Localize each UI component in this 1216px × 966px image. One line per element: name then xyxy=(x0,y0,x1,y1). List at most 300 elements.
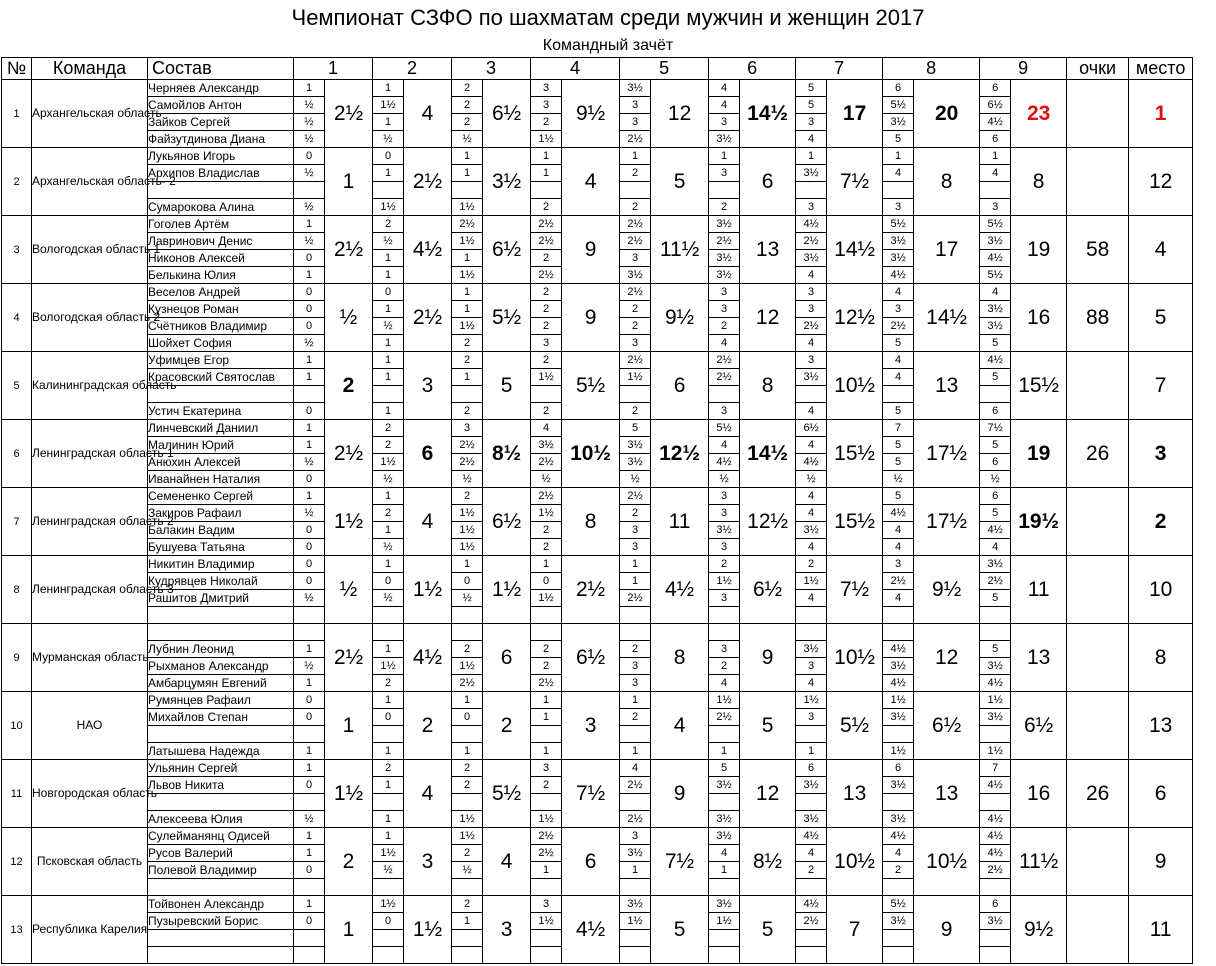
member-cumulative-score xyxy=(620,947,651,964)
member-cumulative-score: 4 xyxy=(980,284,1011,301)
team-row xyxy=(2,760,1193,777)
member-cumulative-score: ½ xyxy=(294,233,325,250)
team-member: Латышева Надежда xyxy=(148,743,294,760)
round-team-total: 3 xyxy=(562,692,620,760)
team-member: Алексеева Юлия xyxy=(148,811,294,828)
member-cumulative-score: 1 xyxy=(452,165,483,182)
team-member xyxy=(148,624,294,641)
member-cumulative-score: 2 xyxy=(531,641,562,658)
member-cumulative-score: 4½ xyxy=(709,454,740,471)
round-team-total: 4½ xyxy=(651,556,709,624)
member-cumulative-score: 4 xyxy=(709,437,740,454)
team-row xyxy=(2,488,1193,505)
member-cumulative-score: 3½ xyxy=(709,811,740,828)
member-cumulative-score: 4 xyxy=(796,488,827,505)
team-name: Новгородская область xyxy=(32,760,148,828)
member-cumulative-score: 1 xyxy=(373,267,404,284)
member-cumulative-score: 0 xyxy=(294,709,325,726)
member-cumulative-score: 2 xyxy=(452,845,483,862)
member-cumulative-score: 3½ xyxy=(980,709,1011,726)
member-cumulative-score xyxy=(796,930,827,947)
member-cumulative-score: 3½ xyxy=(620,437,651,454)
member-cumulative-score: 1½ xyxy=(452,658,483,675)
round-team-total: 2 xyxy=(325,828,373,896)
member-cumulative-score: 4 xyxy=(709,675,740,692)
member-cumulative-score xyxy=(531,947,562,964)
member-cumulative-score: 3½ xyxy=(709,828,740,845)
round-team-total: 5 xyxy=(651,896,709,964)
member-cumulative-score xyxy=(452,726,483,743)
round-team-total: 4½ xyxy=(562,896,620,964)
team-member: Анюхин Алексей xyxy=(148,454,294,471)
team-points xyxy=(1067,896,1129,964)
member-cumulative-score xyxy=(796,624,827,641)
round-team-total: 4 xyxy=(404,760,452,828)
member-cumulative-score: 1 xyxy=(452,284,483,301)
member-cumulative-score: 7 xyxy=(883,420,914,437)
member-cumulative-score: 4 xyxy=(620,760,651,777)
member-cumulative-score: 1½ xyxy=(883,692,914,709)
round-team-total: 19 xyxy=(1011,420,1067,488)
member-cumulative-score xyxy=(980,182,1011,199)
member-cumulative-score: 2½ xyxy=(531,233,562,250)
member-cumulative-score: 1 xyxy=(531,709,562,726)
member-cumulative-score: 1 xyxy=(452,148,483,165)
member-cumulative-score: 1 xyxy=(373,80,404,97)
standings-table xyxy=(1,57,1193,964)
team-member: Семененко Сергей xyxy=(148,488,294,505)
member-cumulative-score: 3½ xyxy=(883,777,914,794)
member-cumulative-score: 1 xyxy=(531,692,562,709)
member-cumulative-score: 2½ xyxy=(620,488,651,505)
member-cumulative-score: 3½ xyxy=(709,522,740,539)
team-points xyxy=(1067,828,1129,896)
member-cumulative-score: 2 xyxy=(709,199,740,216)
member-cumulative-score: 2 xyxy=(373,437,404,454)
team-number: 13 xyxy=(2,896,32,964)
round-team-total: 8 xyxy=(1011,148,1067,216)
member-cumulative-score: 2½ xyxy=(980,573,1011,590)
round-team-total: 11½ xyxy=(651,216,709,284)
member-cumulative-score xyxy=(531,386,562,403)
team-place: 8 xyxy=(1129,624,1193,692)
member-cumulative-score: 2 xyxy=(620,505,651,522)
round-team-total: 13 xyxy=(827,760,883,828)
member-cumulative-score: 3 xyxy=(620,97,651,114)
member-cumulative-score: 1 xyxy=(452,913,483,930)
member-cumulative-score xyxy=(373,879,404,896)
member-cumulative-score: 3 xyxy=(620,675,651,692)
team-member: Белькина Юлия xyxy=(148,267,294,284)
team-member: Михайлов Степан xyxy=(148,709,294,726)
team-member: Лубнин Леонид xyxy=(148,641,294,658)
member-cumulative-score: 1 xyxy=(531,862,562,879)
member-cumulative-score: 5½ xyxy=(980,267,1011,284)
round-team-total: 2½ xyxy=(325,216,373,284)
member-cumulative-score: 5 xyxy=(980,335,1011,352)
member-cumulative-score: 1½ xyxy=(452,199,483,216)
team-member xyxy=(148,607,294,624)
member-cumulative-score: 2½ xyxy=(531,216,562,233)
member-cumulative-score xyxy=(294,930,325,947)
member-cumulative-score: 3 xyxy=(531,80,562,97)
member-cumulative-score: ½ xyxy=(294,811,325,828)
round-team-total: 15½ xyxy=(827,488,883,556)
member-cumulative-score: 3 xyxy=(531,97,562,114)
member-cumulative-score: 1 xyxy=(620,148,651,165)
team-place: 13 xyxy=(1129,692,1193,760)
member-cumulative-score: 1 xyxy=(709,862,740,879)
member-cumulative-score xyxy=(883,726,914,743)
member-cumulative-score: 2 xyxy=(452,97,483,114)
member-cumulative-score: 1 xyxy=(452,692,483,709)
team-member: Пузыревский Борис xyxy=(148,913,294,930)
member-cumulative-score xyxy=(452,386,483,403)
member-cumulative-score: 4 xyxy=(796,590,827,607)
member-cumulative-score: 3 xyxy=(620,335,651,352)
member-cumulative-score xyxy=(373,726,404,743)
round-team-total: 6½ xyxy=(483,80,531,148)
round-team-total: 9 xyxy=(562,216,620,284)
header-roster: Состав xyxy=(148,58,294,80)
member-cumulative-score: ½ xyxy=(294,97,325,114)
member-cumulative-score: 2 xyxy=(620,403,651,420)
member-cumulative-score: 4½ xyxy=(883,828,914,845)
member-cumulative-score: 4½ xyxy=(980,845,1011,862)
member-cumulative-score: 2½ xyxy=(709,369,740,386)
team-member: Сумарокова Алина xyxy=(148,199,294,216)
member-cumulative-score: 0 xyxy=(373,148,404,165)
round-team-total: 16 xyxy=(1011,284,1067,352)
round-team-total: 2 xyxy=(404,692,452,760)
member-cumulative-score: ½ xyxy=(294,114,325,131)
round-team-total: 4½ xyxy=(404,216,452,284)
member-cumulative-score: 1½ xyxy=(373,845,404,862)
member-cumulative-score xyxy=(709,726,740,743)
member-cumulative-score xyxy=(980,607,1011,624)
team-member: Линчевский Даниил xyxy=(148,420,294,437)
team-points: 26 xyxy=(1067,760,1129,828)
round-team-total: 3½ xyxy=(483,148,531,216)
member-cumulative-score: 1 xyxy=(980,148,1011,165)
member-cumulative-score: 3½ xyxy=(620,845,651,862)
team-member: Файзутдинова Диана xyxy=(148,131,294,148)
member-cumulative-score: 1 xyxy=(294,641,325,658)
team-number: 8 xyxy=(2,556,32,624)
team-number: 11 xyxy=(2,760,32,828)
member-cumulative-score: 1 xyxy=(531,165,562,182)
team-member: Гоголев Артём xyxy=(148,216,294,233)
member-cumulative-score: 3½ xyxy=(620,896,651,913)
round-team-total: 6½ xyxy=(562,624,620,692)
member-cumulative-score: 2 xyxy=(709,658,740,675)
member-cumulative-score: 3½ xyxy=(709,131,740,148)
member-cumulative-score xyxy=(980,794,1011,811)
member-cumulative-score: 0 xyxy=(294,318,325,335)
member-cumulative-score xyxy=(373,624,404,641)
member-cumulative-score: 4 xyxy=(531,420,562,437)
team-member: Веселов Андрей xyxy=(148,284,294,301)
round-team-total: 8 xyxy=(562,488,620,556)
member-cumulative-score: 5½ xyxy=(709,420,740,437)
member-cumulative-score: 2 xyxy=(531,658,562,675)
round-team-total: 17 xyxy=(914,216,980,284)
member-cumulative-score: ½ xyxy=(373,539,404,556)
member-cumulative-score: 5 xyxy=(980,505,1011,522)
member-cumulative-score: 5 xyxy=(883,437,914,454)
member-cumulative-score: ½ xyxy=(373,471,404,488)
member-cumulative-score: 1 xyxy=(294,743,325,760)
member-cumulative-score: 2½ xyxy=(452,216,483,233)
member-cumulative-score: 6 xyxy=(796,760,827,777)
sheet-subtitle: Командный зачёт xyxy=(542,37,674,54)
member-cumulative-score xyxy=(373,794,404,811)
member-cumulative-score: 0 xyxy=(294,471,325,488)
team-name: Псковская область xyxy=(32,828,148,896)
round-team-total: 9½ xyxy=(1011,896,1067,964)
member-cumulative-score: 3½ xyxy=(883,913,914,930)
member-cumulative-score: 0 xyxy=(294,250,325,267)
round-team-total: 4 xyxy=(404,488,452,556)
member-cumulative-score: 1 xyxy=(294,216,325,233)
round-team-total: 16 xyxy=(1011,760,1067,828)
member-cumulative-score: 1½ xyxy=(531,369,562,386)
member-cumulative-score: 7 xyxy=(980,760,1011,777)
team-member: Кудрявцев Николай xyxy=(148,573,294,590)
member-cumulative-score: 4 xyxy=(883,284,914,301)
member-cumulative-score: 0 xyxy=(294,301,325,318)
member-cumulative-score xyxy=(531,930,562,947)
member-cumulative-score: ½ xyxy=(980,471,1011,488)
member-cumulative-score: 1 xyxy=(373,335,404,352)
member-cumulative-score: 3½ xyxy=(883,114,914,131)
member-cumulative-score: 1 xyxy=(531,148,562,165)
member-cumulative-score: ½ xyxy=(294,590,325,607)
round-team-total: 6½ xyxy=(483,216,531,284)
team-member: Красовский Святослав xyxy=(148,369,294,386)
round-team-total: 5 xyxy=(740,692,796,760)
member-cumulative-score: 2½ xyxy=(452,675,483,692)
member-cumulative-score: 0 xyxy=(452,573,483,590)
member-cumulative-score: 2 xyxy=(709,318,740,335)
member-cumulative-score: ½ xyxy=(452,590,483,607)
header-round-6: 6 xyxy=(709,58,796,80)
member-cumulative-score xyxy=(373,930,404,947)
team-name: Калининградская область xyxy=(32,352,148,420)
member-cumulative-score: 3 xyxy=(531,760,562,777)
header-round-7: 7 xyxy=(796,58,883,80)
member-cumulative-score: 0 xyxy=(294,539,325,556)
member-cumulative-score: 0 xyxy=(294,556,325,573)
member-cumulative-score: 0 xyxy=(294,777,325,794)
member-cumulative-score: 4 xyxy=(980,165,1011,182)
team-name: НАО xyxy=(32,692,148,760)
member-cumulative-score: 3 xyxy=(796,199,827,216)
member-cumulative-score: 3½ xyxy=(620,80,651,97)
member-cumulative-score xyxy=(980,726,1011,743)
member-cumulative-score: 1½ xyxy=(373,658,404,675)
member-cumulative-score: 1½ xyxy=(531,913,562,930)
member-cumulative-score xyxy=(883,794,914,811)
member-cumulative-score: 3 xyxy=(796,284,827,301)
member-cumulative-score: 4 xyxy=(883,369,914,386)
member-cumulative-score: 2 xyxy=(796,862,827,879)
header-round-8: 8 xyxy=(883,58,980,80)
round-team-total: 2½ xyxy=(325,80,373,148)
round-team-total: 4½ xyxy=(404,624,452,692)
member-cumulative-score: 2½ xyxy=(620,233,651,250)
member-cumulative-score: 1½ xyxy=(531,811,562,828)
round-team-total: 12½ xyxy=(651,420,709,488)
round-team-total: 6½ xyxy=(740,556,796,624)
team-name: Вологодская область 1 xyxy=(32,216,148,284)
header-num: № xyxy=(2,58,32,80)
round-team-total: 2½ xyxy=(325,624,373,692)
team-points xyxy=(1067,80,1129,148)
member-cumulative-score: 0 xyxy=(294,403,325,420)
team-member: Бушуева Татьяна xyxy=(148,539,294,556)
member-cumulative-score: 2 xyxy=(620,165,651,182)
member-cumulative-score: 2½ xyxy=(980,862,1011,879)
member-cumulative-score: 4½ xyxy=(796,828,827,845)
round-team-total: 8½ xyxy=(483,420,531,488)
member-cumulative-score: 6 xyxy=(980,454,1011,471)
member-cumulative-score: 5½ xyxy=(883,896,914,913)
member-cumulative-score: 5 xyxy=(883,403,914,420)
member-cumulative-score: 2½ xyxy=(620,352,651,369)
member-cumulative-score: 3 xyxy=(709,165,740,182)
round-team-total: 23 xyxy=(1011,80,1067,148)
team-place: 6 xyxy=(1129,760,1193,828)
member-cumulative-score: 3½ xyxy=(620,454,651,471)
member-cumulative-score: 1½ xyxy=(452,505,483,522)
member-cumulative-score: 2 xyxy=(452,641,483,658)
member-cumulative-score: 2½ xyxy=(709,709,740,726)
member-cumulative-score: 4 xyxy=(796,131,827,148)
member-cumulative-score: 1 xyxy=(531,556,562,573)
round-team-total: 13 xyxy=(914,760,980,828)
member-cumulative-score xyxy=(796,182,827,199)
member-cumulative-score xyxy=(294,624,325,641)
member-cumulative-score: ½ xyxy=(531,471,562,488)
member-cumulative-score: 1 xyxy=(620,862,651,879)
member-cumulative-score xyxy=(373,386,404,403)
team-row xyxy=(2,80,1193,97)
member-cumulative-score: 2 xyxy=(531,199,562,216)
member-cumulative-score: 4 xyxy=(796,539,827,556)
member-cumulative-score: 1½ xyxy=(796,692,827,709)
member-cumulative-score: 3 xyxy=(709,114,740,131)
member-cumulative-score: 4½ xyxy=(883,267,914,284)
team-row xyxy=(2,556,1193,573)
member-cumulative-score: 5 xyxy=(883,488,914,505)
round-team-total: 6 xyxy=(404,420,452,488)
member-cumulative-score: ½ xyxy=(294,165,325,182)
member-cumulative-score xyxy=(452,947,483,964)
member-cumulative-score: 1½ xyxy=(373,97,404,114)
round-team-total: 1 xyxy=(325,896,373,964)
team-member: Полевой Владимир xyxy=(148,862,294,879)
member-cumulative-score xyxy=(531,607,562,624)
member-cumulative-score: 1 xyxy=(373,828,404,845)
member-cumulative-score xyxy=(452,182,483,199)
member-cumulative-score xyxy=(796,607,827,624)
team-points: 88 xyxy=(1067,284,1129,352)
member-cumulative-score: 5½ xyxy=(883,97,914,114)
member-cumulative-score: 4 xyxy=(709,845,740,862)
member-cumulative-score: 1 xyxy=(294,352,325,369)
member-cumulative-score: 1 xyxy=(294,437,325,454)
team-number: 4 xyxy=(2,284,32,352)
round-team-total: 12 xyxy=(914,624,980,692)
member-cumulative-score: 5 xyxy=(980,641,1011,658)
member-cumulative-score: 4 xyxy=(883,352,914,369)
round-team-total: 6 xyxy=(483,624,531,692)
member-cumulative-score xyxy=(883,624,914,641)
member-cumulative-score: 1 xyxy=(294,760,325,777)
member-cumulative-score: 7½ xyxy=(980,420,1011,437)
member-cumulative-score: 5 xyxy=(709,760,740,777)
member-cumulative-score: 3½ xyxy=(796,522,827,539)
team-number: 9 xyxy=(2,624,32,692)
member-cumulative-score: 2½ xyxy=(531,267,562,284)
round-team-total: 19 xyxy=(1011,216,1067,284)
round-team-total: 6½ xyxy=(914,692,980,760)
member-cumulative-score xyxy=(531,726,562,743)
round-team-total: 2½ xyxy=(562,556,620,624)
member-cumulative-score: 3½ xyxy=(531,437,562,454)
member-cumulative-score: 3 xyxy=(796,709,827,726)
member-cumulative-score: 1½ xyxy=(452,522,483,539)
member-cumulative-score: 1 xyxy=(531,743,562,760)
team-points xyxy=(1067,488,1129,556)
team-row xyxy=(2,624,1193,641)
member-cumulative-score: 1½ xyxy=(452,267,483,284)
member-cumulative-score: 4 xyxy=(883,845,914,862)
member-cumulative-score: 2½ xyxy=(883,573,914,590)
member-cumulative-score: 3½ xyxy=(883,658,914,675)
member-cumulative-score: 1 xyxy=(452,369,483,386)
member-cumulative-score: 1 xyxy=(373,692,404,709)
member-cumulative-score: 6 xyxy=(980,131,1011,148)
header-points: очки xyxy=(1067,58,1129,80)
member-cumulative-score: 2 xyxy=(373,760,404,777)
member-cumulative-score: 1 xyxy=(373,250,404,267)
member-cumulative-score: 1½ xyxy=(531,505,562,522)
team-member xyxy=(148,794,294,811)
team-member: Сулейманянц Одисей xyxy=(148,828,294,845)
member-cumulative-score: 3 xyxy=(980,199,1011,216)
member-cumulative-score: 1 xyxy=(620,743,651,760)
member-cumulative-score: 5 xyxy=(980,369,1011,386)
member-cumulative-score: 3½ xyxy=(796,250,827,267)
member-cumulative-score: 1 xyxy=(620,692,651,709)
member-cumulative-score: 1½ xyxy=(709,913,740,930)
member-cumulative-score: 1 xyxy=(452,743,483,760)
member-cumulative-score: ½ xyxy=(373,862,404,879)
member-cumulative-score: 4 xyxy=(796,267,827,284)
team-points: 26 xyxy=(1067,420,1129,488)
team-member: Никитин Владимир xyxy=(148,556,294,573)
member-cumulative-score: 5 xyxy=(980,590,1011,607)
member-cumulative-score: 1 xyxy=(620,556,651,573)
member-cumulative-score: 1½ xyxy=(452,811,483,828)
member-cumulative-score: ½ xyxy=(452,131,483,148)
round-team-total: 2½ xyxy=(404,148,452,216)
member-cumulative-score: ½ xyxy=(883,471,914,488)
team-number: 3 xyxy=(2,216,32,284)
member-cumulative-score: 2½ xyxy=(796,318,827,335)
